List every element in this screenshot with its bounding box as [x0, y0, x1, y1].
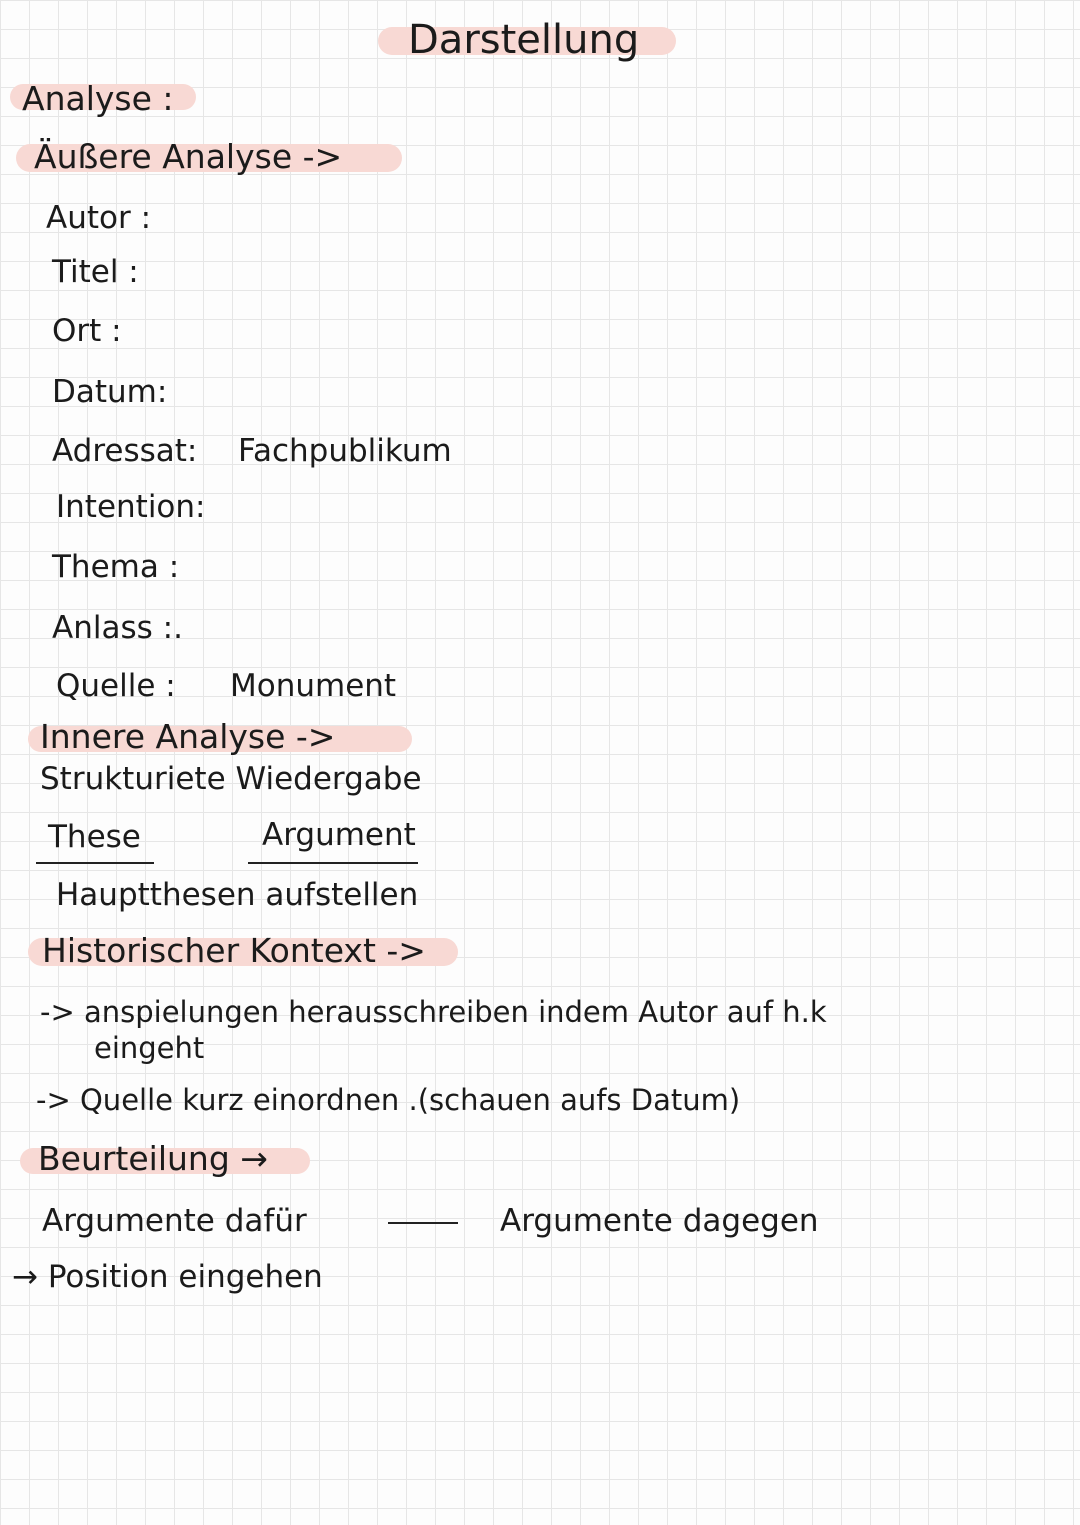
argumente-dagegen: Argumente dagegen — [500, 1203, 819, 1239]
field-autor-label: Autor : — [46, 200, 152, 236]
column-these: These — [48, 819, 141, 855]
page-title: Darstellung — [408, 17, 640, 63]
field-intention-label: Intention: — [56, 489, 206, 525]
innere-heading: Innere Analyse -> — [40, 717, 336, 756]
hauptthesen-line: Hauptthesen aufstellen — [56, 877, 419, 913]
field-anlass-label: Anlass :. — [52, 610, 183, 646]
field-ort-label: Ort : — [52, 313, 122, 349]
innere-subheading: Strukturiete Wiedergabe — [40, 761, 422, 797]
aeussere-heading: Äußere Analyse -> — [34, 137, 343, 176]
analyse-heading: Analyse : — [22, 79, 174, 118]
field-datum-label: Datum: — [52, 374, 168, 410]
kontext-heading: Historischer Kontext -> — [42, 931, 426, 970]
kontext-bullet-1-cont: eingeht — [94, 1031, 205, 1065]
field-titel-label: Titel : — [52, 254, 139, 290]
these-underline — [36, 862, 154, 864]
field-thema-label: Thema : — [52, 549, 180, 585]
field-adressat-label: Adressat: — [52, 433, 198, 469]
field-quelle-label: Quelle : — [56, 668, 176, 704]
column-argument: Argument — [262, 817, 416, 853]
kontext-bullet-2: -> Quelle kurz einordnen .(schauen aufs Datum) — [36, 1083, 741, 1117]
beurteilung-dash — [388, 1222, 458, 1224]
argumente-dafuer: Argumente dafür — [42, 1203, 307, 1239]
position-line: → Position eingehen — [12, 1259, 323, 1295]
field-adressat-value: Fachpublikum — [238, 433, 452, 469]
argument-underline — [248, 862, 418, 864]
field-quelle-value: Monument — [230, 668, 397, 704]
kontext-bullet-1: -> anspielungen herausschreiben indem Autor auf h.k — [40, 995, 827, 1029]
beurteilung-heading: Beurteilung → — [38, 1139, 268, 1178]
